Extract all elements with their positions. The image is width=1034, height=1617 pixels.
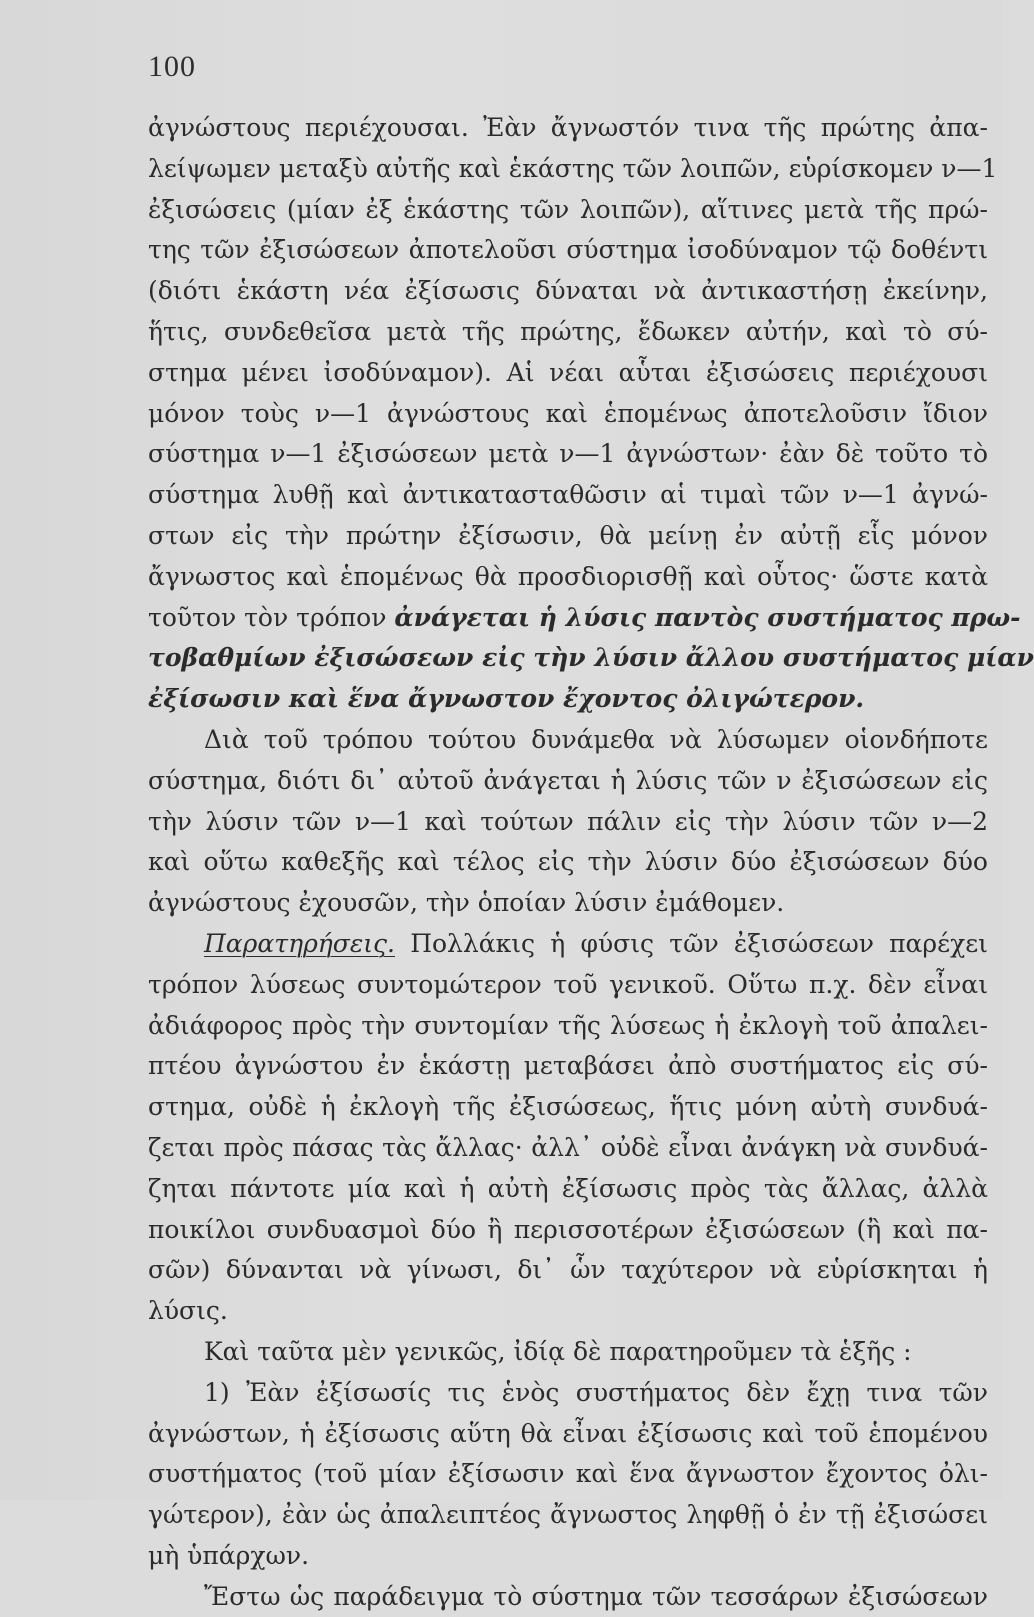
text-line: συστήματος (τοῦ μίαν ἐξίσωσιν καὶ ἕνα ἄγνωστον ἔχοντος ὀλι- <box>148 1459 988 1489</box>
text-line: ἀδιάφορος πρὸς τὴν συντομίαν τῆς λύσεως ἡ ἐκλογὴ τοῦ ἀπαλει- <box>148 1010 988 1040</box>
text-line: 1) Ἐὰν ἐξίσωσίς τις ἑνὸς συστήματος δὲν ἔχῃ τινα τῶν <box>204 1377 988 1407</box>
text-line: στων εἰς τὴν πρώτην ἐξίσωσιν, θὰ μείνῃ ἐν αὐτῇ εἷς μόνον <box>148 520 988 550</box>
text-line: ἐξισώσεις (μίαν ἐξ ἑκάστης τῶν λοιπῶν), αἵτινες μετὰ τῆς πρώ- <box>148 194 988 224</box>
text-line: ἀγνώστους ἐχουσῶν, τὴν ὁποίαν λύσιν ἐμάθομεν. <box>148 888 785 918</box>
text-line: σῶν) δύνανται νὰ γίνωσι, δι᾿ ὧν ταχύτερον νὰ εὑρίσκηται ἡ <box>148 1255 988 1285</box>
text-line: λείψωμεν μεταξὺ αὐτῆς καὶ ἑκάστης τῶν λοιπῶν, εὑρίσκομεν ν—1 <box>148 153 998 183</box>
text-line: Ἔστω ὡς παράδειγμα τὸ σύστημα τῶν τεσσάρων ἐξισώσεων <box>204 1581 988 1611</box>
text-line: ἥτις, συνδεθεῖσα μετὰ τῆς πρώτης, ἔδωκεν αὐτήν, καὶ τὸ σύ- <box>148 316 988 346</box>
line-text: Πολλάκις ἡ φύσις τῶν ἐξισώσεων παρέχει <box>410 928 988 958</box>
text-line <box>148 924 988 965</box>
page-number: 100 <box>148 50 196 83</box>
text-line: ἀγνώστων, ἡ ἐξίσωσις αὕτη θὰ εἶναι ἐξίσωσις καὶ τοῦ ἑπομένου <box>148 1418 988 1448</box>
text-line: σύστημα ν—1 ἐξισώσεων μετὰ ν—1 ἀγνώστων· ἐὰν δὲ τοῦτο τὸ <box>148 439 988 469</box>
text-line: μὴ ὑπάρχων. <box>148 1540 310 1570</box>
text-line: Καὶ ταῦτα μὲν γενικῶς, ἰδίᾳ δὲ παρατηροῦμεν τὰ ἑξῆς : <box>204 1336 912 1366</box>
text-line: γώτερον), ἐὰν ὡς ἀπαλειπτέος ἄγνωστος ληφθῇ ὁ ἐν τῇ ἐξισώσει <box>148 1500 988 1530</box>
text-line: σύστημα λυθῇ καὶ ἀντικατασταθῶσιν αἱ τιμαὶ τῶν ν—1 ἀγνώ- <box>148 480 988 510</box>
text-line: τὴν λύσιν τῶν ν—1 καὶ τούτων πάλιν εἰς τὴν λύσιν τῶν ν—2 <box>148 806 988 836</box>
text-line: της τῶν ἐξισώσεων ἀποτελοῦσι σύστημα ἰσοδύναμον τῷ δοθέντι <box>148 235 988 265</box>
text-line: ζεται πρὸς πάσας τὰς ἄλλας· ἀλλ᾿ οὐδὲ εἶναι ἀνάγκη νὰ συνδυά- <box>148 1132 988 1162</box>
text-line: (διότι ἑκάστη νέα ἐξίσωσις δύναται νὰ ἀντικαστήσῃ ἐκείνην, <box>148 276 988 306</box>
text-line: σύστημα, διότι δι᾿ αὐτοῦ ἀνάγεται ἡ λύσις τῶν ν ἐξισώσεων εἰς <box>148 765 988 795</box>
body-text <box>148 108 1034 1617</box>
text-line: ζηται πάντοτε μία καὶ ἡ αὐτὴ ἐξίσωσις πρὸς τὰς ἄλλας, ἀλλὰ <box>148 1173 988 1203</box>
text-line: ἄγνωστος καὶ ἑπομένως θὰ προσδιορισθῇ καὶ οὗτος· ὥστε κατὰ <box>148 561 988 591</box>
text-line: ἀγνώστους περιέχουσαι. Ἐὰν ἄγνωστόν τινα τῆς πρώτης ἀπα- <box>148 113 988 142</box>
text-line: Διὰ τοῦ τρόπου τούτου δυνάμεθα νὰ λύσωμεν οἱονδήποτε <box>204 724 988 754</box>
text-line <box>148 598 1021 639</box>
text-line: ποικίλοι συνδυασμοὶ δύο ἢ περισσοτέρων ἐξισώσεων (ἢ καὶ πα- <box>148 1214 988 1244</box>
emphasized-text: ἀνάγεται ἡ λύσις παντὸς συστήματος πρω- <box>394 602 1021 632</box>
text-line: στημα μένει ἰσοδύναμον). Αἱ νέαι αὗται ἐξισώσεις περιέχουσι <box>148 357 988 387</box>
text-line: τρόπον λύσεως συντομώτερον τοῦ γενικοῦ. Οὕτω π.χ. δὲν εἶναι <box>148 969 988 999</box>
text-line: μόνον τοὺς ν—1 ἀγνώστους καὶ ἑπομένως ἀποτελοῦσιν ἴδιον <box>148 398 988 428</box>
section-heading: Παρατηρήσεις. <box>204 928 395 958</box>
text-line: πτέου ἀγνώστου ἐν ἑκάστῃ μεταβάσει ἀπὸ συστήματος εἰς σύ- <box>148 1051 988 1081</box>
text-line: τοβαθμίων ἐξισώσεων εἰς τὴν λύσιν ἄλλου συστήματος μίαν <box>148 643 1034 673</box>
text-line: ἐξίσωσιν καὶ ἕνα ἄγνωστον ἔχοντος ὀλιγώτερον. <box>148 684 865 714</box>
line-text: τοῦτον τὸν τρόπον <box>148 602 387 632</box>
text-line: καὶ οὕτω καθεξῆς καὶ τέλος εἰς τὴν λύσιν δύο ἐξισώσεων δύο <box>148 847 988 877</box>
text-line: στημα, οὐδὲ ἡ ἐκλογὴ τῆς ἐξισώσεως, ἥτις μόνη αὐτὴ συνδυά- <box>148 1092 988 1122</box>
text-line: λύσις. <box>148 1296 228 1326</box>
